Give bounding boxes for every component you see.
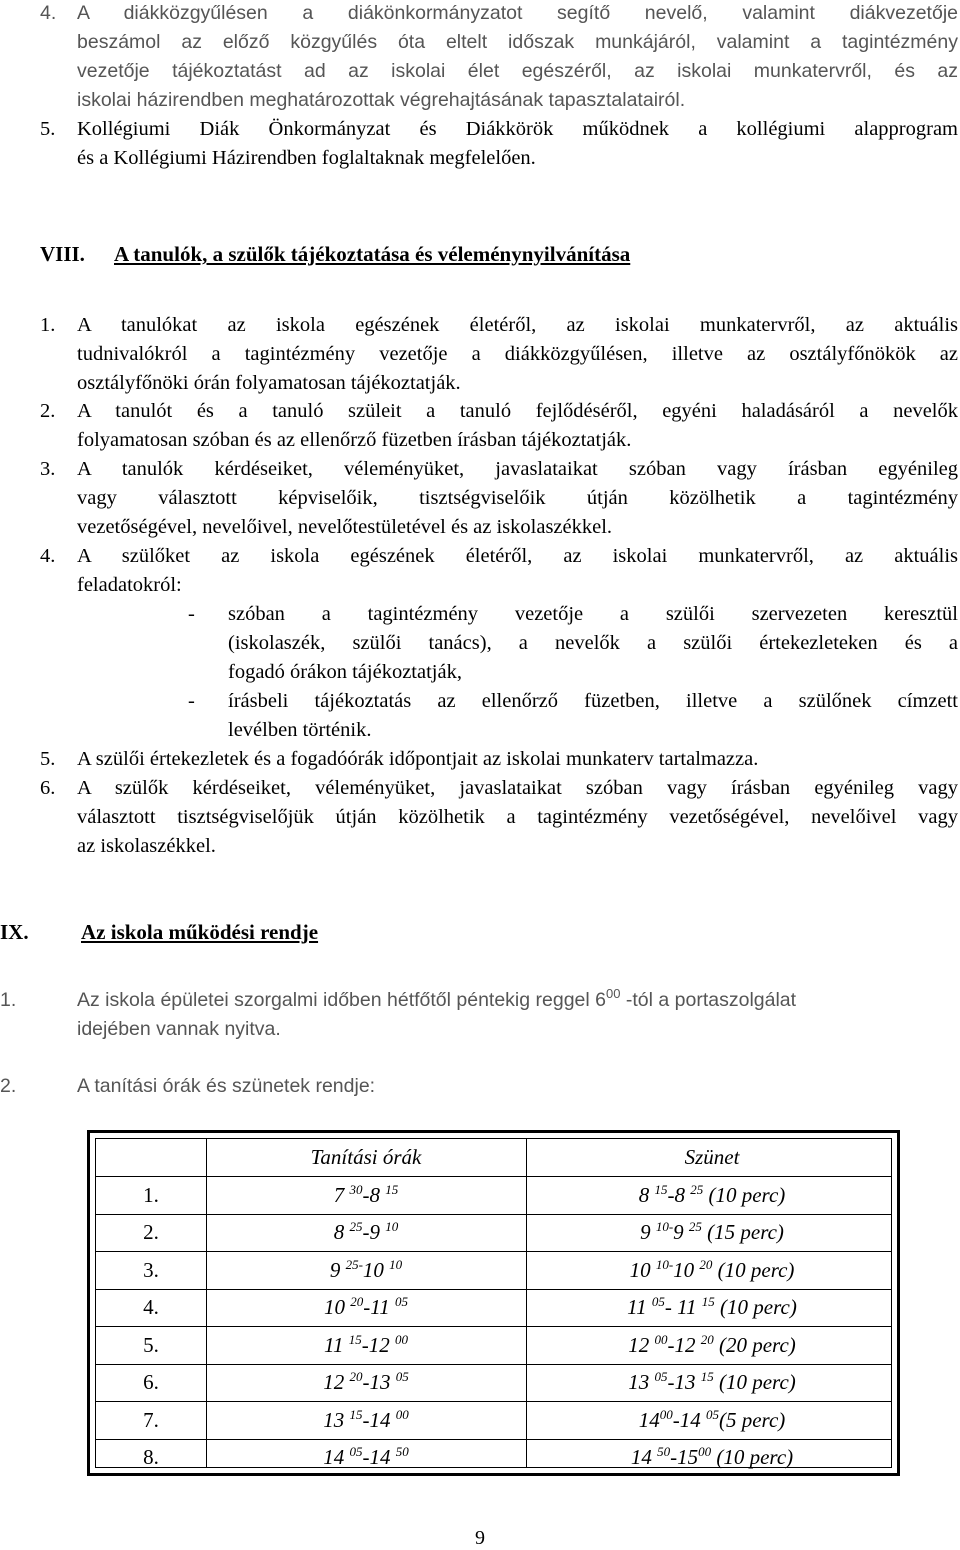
break-time: 11 $^{05}$- 11 $^{15}$ (10 perc) (627, 1294, 797, 1319)
section-number: VIII. (40, 242, 85, 266)
lesson-time: 7 $^{30}$-8 $^{15}$ (333, 1181, 399, 1207)
paragraph-line: vagy választott képviselőik, tisztségviselőik útján közölhetik a tagintézmény (77, 487, 958, 509)
paragraph-line: és a Kollégiumi Házirendben foglaltaknak megfelelően. (77, 147, 536, 169)
table-row (96, 1439, 891, 1476)
paragraph-line: választott tisztségviselőjük útján közölhetik a tagintézmény vezetőségével, nevelőivel vagy (77, 806, 958, 828)
bullet-line: szóban a tagintézmény vezetője a szülői szervezeten keresztül (228, 603, 958, 625)
paragraph-line: feladatokról: (77, 574, 182, 596)
paragraph-line: Kollégiumi Diák Önkormányzat és Diákkörök működnek a kollégiumi alapprogram (77, 118, 958, 140)
item-number: 4. (40, 2, 57, 24)
paragraph-line: A tanulót és a tanuló szüleit a tanuló fejlődéséről, egyéni haladásáról a nevelők (77, 400, 958, 422)
item-number: 2. (40, 400, 56, 422)
table-row (96, 1364, 891, 1402)
paragraph-line: idejében vannak nyitva. (77, 1018, 281, 1040)
break-time: 8 $^{15}$-8 $^{25}$ (10 perc) (638, 1181, 786, 1207)
header-cell: Szünet (684, 1145, 740, 1169)
break-time: 13 $^{05}$-13 $^{15}$ (10 perc) (628, 1369, 796, 1394)
row-number: 7. (143, 1407, 159, 1432)
item-number: 4. (40, 545, 56, 567)
bullet-dash: - (188, 690, 195, 712)
break-time: 14 $^{50}-15^{00}$ (10 perc) (630, 1444, 794, 1469)
lesson-time: 11 $^{15}$-12 $^{00}$ (324, 1331, 408, 1357)
row-number: 1. (143, 1182, 159, 1207)
break-time: $14^{00}-14$ $^{05}$(5 perc) (638, 1406, 786, 1432)
row-number: 4. (143, 1295, 159, 1319)
paragraph-line: osztályfőnöki órán folyamatosan tájékoztatják. (77, 372, 461, 394)
page-number: 9 (475, 1527, 485, 1549)
section-title: A tanulók, a szülők tájékoztatása és véleménynyilvánítása (114, 242, 631, 266)
break-time: 10 $^{10-}$10 $^{20}$ (10 perc) (629, 1256, 795, 1282)
row-number: 3. (143, 1257, 159, 1282)
lesson-time: 8 $^{25}$-9 $^{10}$ (333, 1219, 399, 1244)
row-number: 6. (143, 1370, 159, 1394)
bullet-line: fogadó órákon tájékoztatják, (228, 661, 462, 683)
paragraph-line: A szülők kérdéseiket, véleményüket, javaslataikat szóban vagy írásban egyénileg vagy (77, 777, 958, 799)
paragraph-line: A diákközgyűlésen a diákönkormányzatot segítő nevelő, valamint diákvezetője (77, 2, 958, 24)
paragraph-line: A szülőket az iskola egészének életéről, az iskolai munkatervről, az aktuális (77, 545, 958, 567)
table-row (96, 1289, 891, 1327)
row-number: 8. (143, 1445, 159, 1469)
row-number: 5. (143, 1332, 159, 1357)
paragraph-line: folyamatosan szóban és az ellenőrző füzetben írásban tájékoztatják. (77, 429, 632, 451)
paragraph-line: A tanulók kérdéseiket, véleményüket, javaslataikat szóban vagy írásban egyénileg (77, 458, 958, 480)
item-number: 5. (40, 118, 56, 140)
paragraph-line: Az iskola épületei szorgalmi időben hétfőtől péntekig reggel $6^{00}$ -tól a portaszolgálat (77, 986, 797, 1011)
table-row (96, 1214, 891, 1252)
paragraph-line: vezetője tájékoztatást ad az iskolai élet egészéről, az iskolai munkatervről, és az (77, 60, 958, 82)
break-time: 12 $^{00}$-12 $^{20}$ (20 perc) (628, 1331, 796, 1357)
item-number: 1. (0, 989, 17, 1011)
paragraph-line: iskolai házirendben meghatározottak végrehajtásának tapasztalatairól. (77, 89, 686, 111)
section-number: IX. (0, 920, 29, 944)
paragraph-line: A szülői értekezletek és a fogadóórák időpontjait az iskolai munkaterv tartalmazza. (77, 748, 759, 770)
paragraph-line: A tanulókat az iskola egészének életéről, az iskolai munkatervről, az aktuális (77, 314, 958, 336)
item-number: 3. (40, 458, 56, 480)
lesson-time: 14 $^{05}$-14 $^{50}$ (323, 1444, 409, 1469)
item-number: 6. (40, 777, 56, 799)
table-header-row (96, 1139, 891, 1177)
lesson-time: 13 $^{15}$-14 $^{00}$ (323, 1406, 409, 1432)
lesson-time: 12 $^{20}$-13 $^{05}$ (323, 1369, 409, 1394)
timetable (87, 1130, 900, 1476)
paragraph-line: az iskolaszékkel. (77, 835, 216, 857)
lesson-time: 9 $^{25-}$10 $^{10}$ (329, 1256, 403, 1282)
bullet-dash: - (188, 603, 195, 625)
paragraph-line: A tanítási órák és szünetek rendje: (77, 1075, 376, 1097)
lesson-time: 10 $^{20}$-11 $^{05}$ (324, 1294, 408, 1319)
header-cell: Tanítási órák (310, 1145, 422, 1169)
bullet-line: (iskolaszék, szülői tanács), a nevelők a szülői értekezleteken és a (228, 632, 958, 654)
table-row (96, 1177, 891, 1215)
paragraph-line: beszámol az előző közgyűlés óta eltelt időszak munkájáról, valamint a tagintézmény (77, 31, 958, 53)
item-number: 2. (0, 1075, 17, 1097)
item-number: 5. (40, 748, 56, 770)
paragraph-line: tudnivalókról a tagintézmény vezetője a diákközgyűlésen, illetve az osztályfőnökök az (77, 343, 958, 365)
bullet-line: írásbeli tájékoztatás az ellenőrző füzetben, illetve a szülőnek címzett (228, 690, 958, 712)
paragraph-line: vezetőségével, nevelőivel, nevelőtestületével és az iskolaszékkel. (77, 516, 613, 538)
item-number: 1. (40, 314, 56, 336)
table-row (96, 1402, 891, 1440)
break-time: 9 $^{10-}$9 $^{25}$ (15 perc) (640, 1219, 784, 1244)
row-number: 2. (143, 1220, 159, 1244)
section-title: Az iskola működési rendje (81, 920, 319, 944)
table-row (96, 1327, 891, 1365)
table-row (96, 1252, 891, 1290)
bullet-line: levélben történik. (228, 719, 372, 741)
